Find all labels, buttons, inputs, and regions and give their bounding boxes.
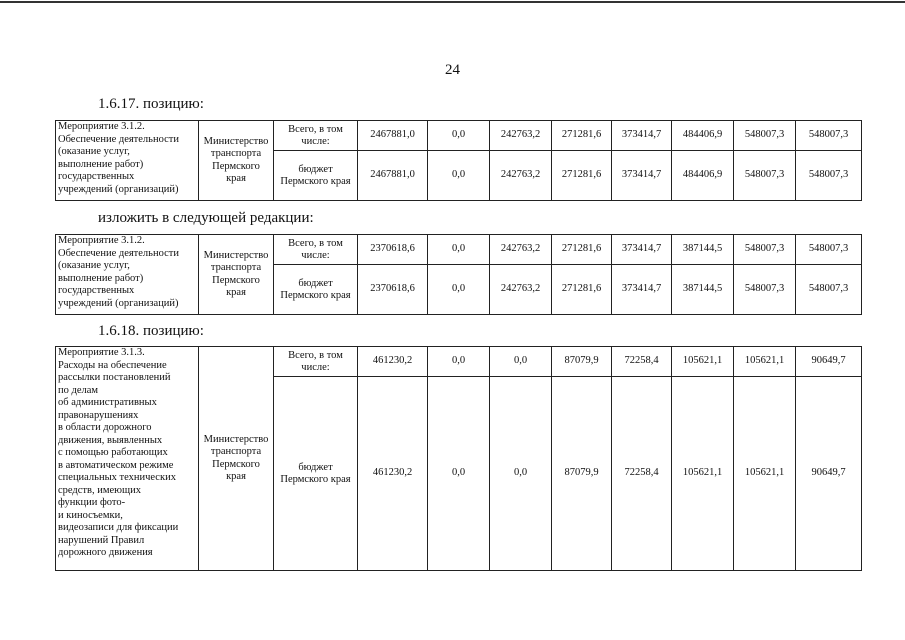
value-cell: 271281,6 (552, 235, 612, 265)
value-cell: 461230,2 (358, 347, 428, 377)
value-cell: 548007,3 (796, 265, 862, 315)
value-cell: 373414,7 (612, 235, 672, 265)
value-cell: 2370618,6 (358, 265, 428, 315)
value-cell: 105621,1 (672, 377, 734, 571)
executor-cell: Министерство транспорта Пермского края (199, 235, 274, 315)
value-cell: 0,0 (490, 347, 552, 377)
value-cell: 2370618,6 (358, 235, 428, 265)
value-cell: 373414,7 (612, 151, 672, 201)
value-cell: 0,0 (428, 265, 490, 315)
value-cell: 242763,2 (490, 151, 552, 201)
value-cell: 2467881,0 (358, 121, 428, 151)
measure-description: Мероприятие 3.1.3. Расходы на обеспечение рассылки постановлений по делам об административных правонарушениях в области дорожного движения, выявленных с помощью работающих в автоматическом режиме специальных технических средств, имеющих функции фото- и киносъемки, видеозаписи для фиксации нарушений Правил дорожного движения (56, 347, 199, 571)
value-cell: 90649,7 (796, 377, 862, 571)
value-cell: 87079,9 (552, 377, 612, 571)
section-heading-1-6-18: 1.6.18. позицию: (98, 323, 204, 339)
table-1-6-17 (55, 120, 862, 201)
top-border-line (0, 1, 905, 3)
value-cell: 2467881,0 (358, 151, 428, 201)
value-cell: 548007,3 (796, 151, 862, 201)
value-cell: 0,0 (490, 377, 552, 571)
value-cell: 0,0 (428, 347, 490, 377)
table-new-edition (55, 234, 862, 315)
funding-source-budget: бюджет Пермского края (274, 265, 358, 315)
value-cell: 105621,1 (734, 377, 796, 571)
value-cell: 242763,2 (490, 121, 552, 151)
value-cell: 271281,6 (552, 151, 612, 201)
section-heading-1-6-17: 1.6.17. позицию: (98, 96, 204, 112)
value-cell: 72258,4 (612, 377, 672, 571)
value-cell: 548007,3 (796, 121, 862, 151)
value-cell: 548007,3 (734, 235, 796, 265)
value-cell: 461230,2 (358, 377, 428, 571)
funding-source-total: Всего, в том числе: (274, 121, 358, 151)
value-cell: 87079,9 (552, 347, 612, 377)
value-cell: 271281,6 (552, 121, 612, 151)
value-cell: 242763,2 (490, 235, 552, 265)
value-cell: 0,0 (428, 151, 490, 201)
value-cell: 90649,7 (796, 347, 862, 377)
section-heading-new-edition: изложить в следующей редакции: (98, 210, 314, 226)
value-cell: 373414,7 (612, 121, 672, 151)
page-number: 24 (445, 62, 460, 78)
value-cell: 72258,4 (612, 347, 672, 377)
funding-source-budget: бюджет Пермского края (274, 377, 358, 571)
value-cell: 548007,3 (734, 265, 796, 315)
measure-description: Мероприятие 3.1.2. Обеспечение деятельности (оказание услуг, выполнение работ) государственных учреждений (организаций) (56, 235, 199, 315)
value-cell: 387144,5 (672, 265, 734, 315)
value-cell: 548007,3 (796, 235, 862, 265)
value-cell: 484406,9 (672, 151, 734, 201)
value-cell: 105621,1 (672, 347, 734, 377)
executor-cell: Министерство транспорта Пермского края (199, 121, 274, 201)
funding-source-total: Всего, в том числе: (274, 347, 358, 377)
value-cell: 242763,2 (490, 265, 552, 315)
table-1-6-18 (55, 346, 862, 571)
value-cell: 548007,3 (734, 151, 796, 201)
value-cell: 548007,3 (734, 121, 796, 151)
value-cell: 373414,7 (612, 265, 672, 315)
table-row (56, 235, 862, 265)
value-cell: 0,0 (428, 121, 490, 151)
measure-description: Мероприятие 3.1.2. Обеспечение деятельности (оказание услуг, выполнение работ) государственных учреждений (организаций) (56, 121, 199, 201)
value-cell: 484406,9 (672, 121, 734, 151)
value-cell: 0,0 (428, 235, 490, 265)
value-cell: 271281,6 (552, 265, 612, 315)
funding-source-budget: бюджет Пермского края (274, 151, 358, 201)
funding-source-total: Всего, в том числе: (274, 235, 358, 265)
value-cell: 0,0 (428, 377, 490, 571)
table-row (56, 121, 862, 151)
value-cell: 105621,1 (734, 347, 796, 377)
value-cell: 387144,5 (672, 235, 734, 265)
table-row (56, 347, 862, 377)
executor-cell: Министерство транспорта Пермского края (199, 347, 274, 571)
